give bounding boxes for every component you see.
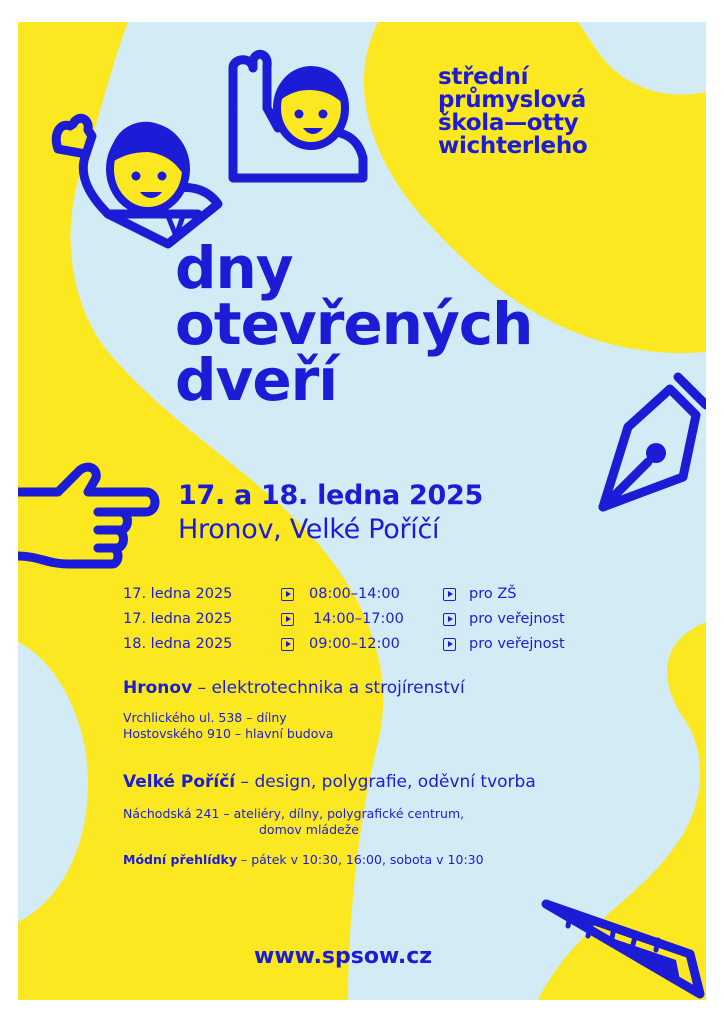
porici-fields: – design, polygrafie, oděvní tvorba [240,772,536,792]
event-dates: 17. a 18. ledna 2025 [178,480,483,511]
play-icon [443,613,456,626]
porici-name: Velké Poříčí [123,772,236,792]
school-name-line: průmyslová [438,87,587,113]
triangle-ruler-icon [540,894,706,1000]
fashion-text: – pátek v 10:30, 16:00, sobota v 10:30 [240,852,484,867]
pointing-hand-icon [18,462,168,587]
play-icon [281,638,294,651]
play-icon [281,588,294,601]
hronov-heading [123,678,465,698]
boy-raising-hand-icon [223,48,373,190]
porici-addresses [123,806,464,838]
address-line: Hostovského 910 – hlavní budova [123,726,334,741]
play-icon [281,613,294,626]
address-line: Náchodská 241 – ateliéry, dílny, polygrafické centrum, [123,806,465,821]
fountain-pen-nib-icon [588,367,706,517]
schedule-date: 18. ledna 2025 [123,636,233,652]
hronov-addresses [123,710,333,742]
fashion-shows [123,852,484,868]
website-link[interactable]: www.spsow.cz [254,944,433,969]
porici-heading [123,772,536,792]
schedule-audience: pro ZŠ [469,586,517,602]
address-line: Vrchlického ul. 538 – dílny [123,710,287,725]
school-name-line: wichterleho [438,133,588,159]
fashion-label: Módní přehlídky [123,852,237,867]
title-line: dveří [175,346,338,414]
page-title [175,234,533,414]
hronov-fields: – elektrotechnika a strojírenství [197,678,465,698]
poster [18,22,706,1000]
schedule-date: 17. ledna 2025 [123,586,233,602]
schedule-time: 09:00–12:00 [309,636,400,652]
play-icon [443,588,456,601]
title-line: otevřených [175,290,533,358]
play-icon [443,638,456,651]
schedule-time: 14:00–17:00 [313,611,404,627]
schedule-date: 17. ledna 2025 [123,611,233,627]
school-name [438,66,587,158]
schedule-time: 08:00–14:00 [309,586,400,602]
hronov-name: Hronov [123,678,193,698]
school-name-line: střední [438,64,529,90]
address-line: domov mládeže [259,822,359,837]
school-name-line: škola—otty [438,110,579,136]
schedule-audience: pro veřejnost [469,611,565,627]
event-places: Hronov, Velké Poříčí [178,514,440,545]
title-line: dny [175,234,293,302]
schedule-audience: pro veřejnost [469,636,565,652]
